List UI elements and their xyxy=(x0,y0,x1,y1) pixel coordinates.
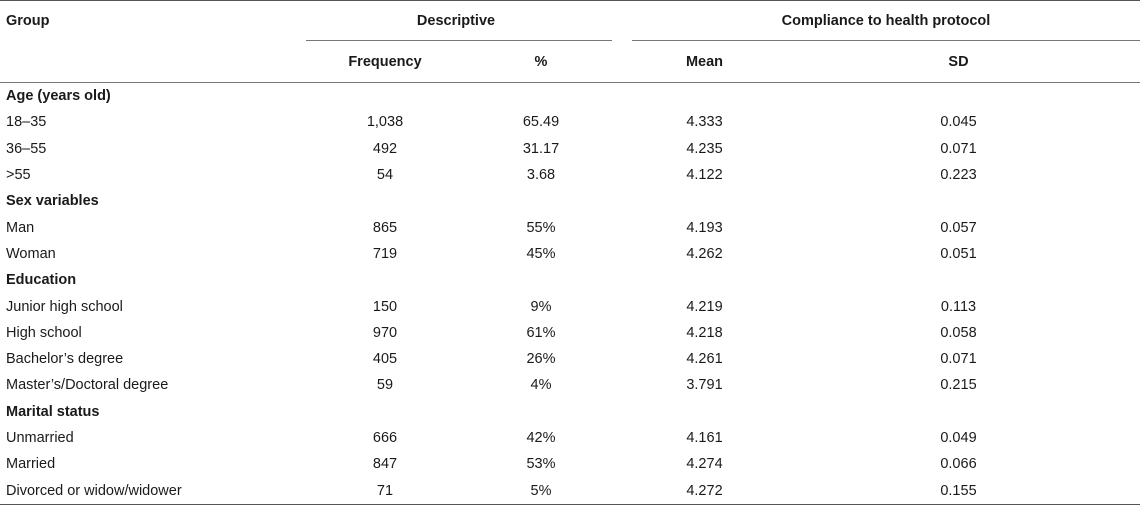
table-row xyxy=(0,293,1140,319)
row-percent: 42% xyxy=(526,430,556,446)
row-gap xyxy=(612,241,632,267)
row-gap xyxy=(612,372,632,398)
row-frequency: 666 xyxy=(372,430,398,446)
row-mean: 4.274 xyxy=(686,456,723,473)
row-mean: 4.161 xyxy=(686,430,723,446)
row-mean: 4.218 xyxy=(686,324,723,341)
row-gap xyxy=(612,293,632,319)
row-mean: 4.219 xyxy=(686,298,723,315)
row-label: Man xyxy=(6,219,35,236)
row-mean: 4.193 xyxy=(686,219,723,236)
row-sd: 0.071 xyxy=(940,351,977,368)
section-row xyxy=(0,399,1140,425)
row-label: High school xyxy=(6,324,82,341)
row-mean: 4.333 xyxy=(686,114,723,131)
table-row xyxy=(0,109,1140,135)
row-sd: 0.113 xyxy=(940,298,977,315)
row-label: 18–35 xyxy=(6,114,47,131)
header-group: Group xyxy=(6,13,50,29)
section-title: Education xyxy=(6,272,77,289)
compliance-underline xyxy=(632,40,1140,41)
row-gap xyxy=(612,451,632,477)
row-percent: 3.68 xyxy=(526,167,556,184)
header-descriptive: Descriptive xyxy=(416,13,496,29)
row-label: Unmarried xyxy=(6,430,74,446)
header-compliance: Compliance to health protocol xyxy=(781,13,991,29)
row-label: Junior high school xyxy=(6,298,123,315)
row-sd: 0.051 xyxy=(940,245,977,262)
table-header xyxy=(0,1,1140,83)
row-gap xyxy=(612,136,632,162)
row-mean: 4.262 xyxy=(686,245,723,262)
header-percent: % xyxy=(534,53,548,70)
row-frequency: 847 xyxy=(372,456,398,473)
header-sd: SD xyxy=(948,53,969,70)
row-frequency: 150 xyxy=(372,298,398,315)
row-frequency: 54 xyxy=(376,167,394,184)
row-gap xyxy=(612,214,632,240)
row-mean: 4.122 xyxy=(686,167,723,184)
section-row xyxy=(0,267,1140,293)
table-row xyxy=(0,214,1140,240)
row-sd: 0.223 xyxy=(940,167,977,184)
row-percent: 61% xyxy=(526,324,556,341)
section-row xyxy=(0,83,1140,110)
row-mean: 3.791 xyxy=(686,377,723,394)
row-gap xyxy=(612,109,632,135)
row-sd: 0.066 xyxy=(940,456,977,473)
row-gap xyxy=(612,346,632,372)
row-frequency: 1,038 xyxy=(366,114,404,131)
row-mean: 4.235 xyxy=(686,140,723,157)
row-mean: 4.261 xyxy=(686,351,723,368)
table-row xyxy=(0,346,1140,372)
section-title: Age (years old) xyxy=(6,88,111,105)
row-frequency: 492 xyxy=(372,140,398,157)
table-row xyxy=(0,136,1140,162)
table-body xyxy=(0,83,1140,505)
row-percent: 45% xyxy=(526,245,556,262)
row-frequency: 71 xyxy=(300,477,470,504)
row-percent: 53% xyxy=(526,456,556,473)
row-label: Divorced or widow/widower xyxy=(0,477,300,504)
row-gap xyxy=(612,162,632,188)
row-percent: 55% xyxy=(526,219,556,236)
table-row xyxy=(0,162,1140,188)
row-frequency: 59 xyxy=(376,377,394,394)
row-percent: 4% xyxy=(530,377,552,394)
row-percent: 26% xyxy=(526,351,556,368)
row-gap xyxy=(612,477,632,504)
row-mean: 4.272 xyxy=(632,477,777,504)
row-frequency: 865 xyxy=(372,219,398,236)
header-frequency: Frequency xyxy=(348,53,422,70)
row-label: Married xyxy=(6,456,56,473)
section-title: Marital status xyxy=(6,403,100,420)
row-sd: 0.155 xyxy=(777,477,1140,504)
row-sd: 0.049 xyxy=(940,430,977,446)
table-row xyxy=(0,320,1140,346)
row-gap xyxy=(612,320,632,346)
row-label: 36–55 xyxy=(6,140,47,157)
table-row xyxy=(0,372,1140,398)
descriptive-underline xyxy=(306,40,612,41)
header-mean: Mean xyxy=(685,53,724,70)
section-row xyxy=(0,188,1140,214)
row-sd: 0.215 xyxy=(940,377,977,394)
row-label: >55 xyxy=(6,167,31,184)
table-row xyxy=(0,451,1140,477)
section-title: Sex variables xyxy=(6,193,99,210)
table-row xyxy=(0,425,1140,451)
row-frequency: 719 xyxy=(372,245,398,262)
table-row xyxy=(0,241,1140,267)
row-sd: 0.057 xyxy=(940,219,977,236)
row-percent: 65.49 xyxy=(522,114,560,131)
row-sd: 0.045 xyxy=(940,114,977,131)
row-sd: 0.071 xyxy=(940,140,977,157)
row-sd: 0.058 xyxy=(940,324,977,341)
row-percent: 5% xyxy=(470,477,612,504)
row-percent: 31.17 xyxy=(522,140,560,157)
table-row xyxy=(0,477,1140,504)
row-label: Master’s/Doctoral degree xyxy=(6,377,169,394)
row-gap xyxy=(612,425,632,451)
row-label: Woman xyxy=(6,245,56,262)
row-percent: 9% xyxy=(530,298,552,315)
row-frequency: 970 xyxy=(372,324,398,341)
row-label: Bachelor’s degree xyxy=(6,351,124,368)
row-frequency: 405 xyxy=(372,351,398,368)
